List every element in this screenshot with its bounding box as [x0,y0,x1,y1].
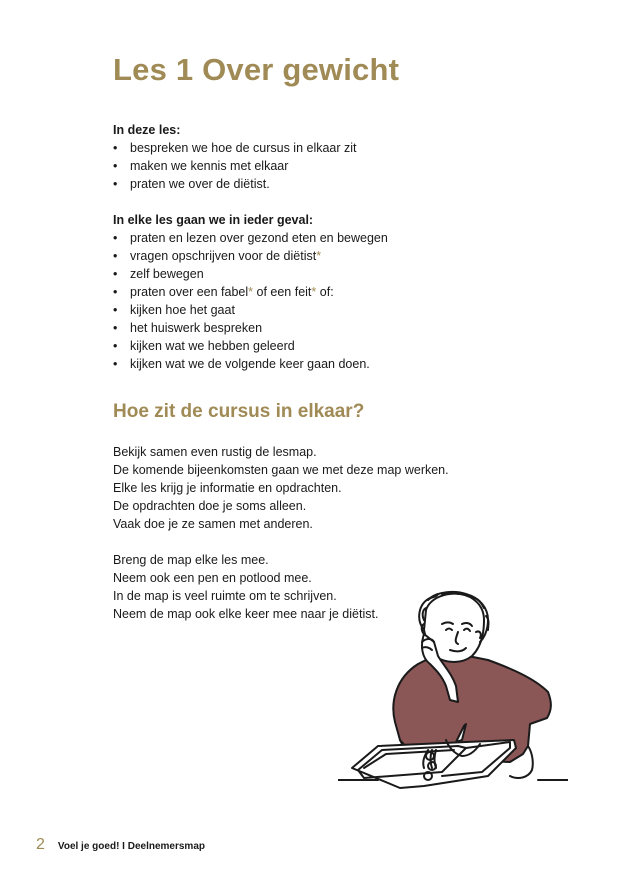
paragraph-line: Bekijk samen even rustig de lesmap. [113,445,317,459]
paragraph-line: Breng de map elke les mee. [113,553,269,567]
paragraph-line: De opdrachten doe je soms alleen. [113,499,307,513]
list-item-text: kijken wat we de volgende keer gaan doen. [130,357,370,371]
list-item [113,355,533,373]
paragraph-line: De komende bijeenkomsten gaan we met deze map werken. [113,463,449,477]
intro-heading: In deze les: [113,123,181,137]
list-item-text: of een feit [256,285,312,299]
paragraph-line: Neem ook een pen en potlood mee. [113,571,312,585]
list-item [113,247,533,265]
paragraph-line: In de map is veel ruimte om te schrijven. [113,589,337,603]
every-lesson-list [113,229,533,373]
section-subheading: Hoe zit de cursus in elkaar? [113,401,365,422]
list-item [113,301,533,319]
footer-text: Voel je goed! I Deelnemersmap [57,841,205,852]
list-item-text: praten over een fabel [130,285,249,299]
paragraph-line: Vaak doe je ze samen met anderen. [113,517,313,531]
paragraph [113,443,533,533]
paragraph-line: Elke les krijg je informatie en opdrachten. [113,481,342,495]
list-item-text: vragen opschrijven voor de diëtist [130,249,317,263]
list-item-text: praten en lezen over gezond eten en bewegen [130,231,388,245]
list-item-text: zelf bewegen [130,267,204,281]
footnote-star: * [316,249,322,263]
list-item: • maken we kennis met elkaar [113,157,533,175]
list-item-text: kijken hoe het gaat [130,303,235,317]
list-item: • bespreken we hoe de cursus in elkaar zit [113,139,533,157]
every-lesson-section [113,211,533,373]
page-footer [36,836,205,854]
page-title: Les 1 Over gewicht [113,52,400,87]
page-number: 2 [36,836,45,853]
man-reading-binder-icon [338,590,568,810]
list-item: • praten we over de diëtist. [113,175,533,193]
list-item [113,229,533,247]
list-item [113,319,533,337]
intro-section [113,121,533,193]
list-item-text: het huiswerk bespreken [130,321,263,335]
paragraph-line: Neem de map ook elke keer mee naar je diëtist. [113,607,379,621]
list-item [113,283,533,301]
every-lesson-heading: In elke les gaan we in ieder geval: [113,213,314,227]
footnote-star: * [311,285,317,299]
list-item-text: kijken wat we hebben geleerd [130,339,295,353]
intro-list [113,139,533,193]
list-item-text: of: [319,285,334,299]
list-item [113,337,533,355]
list-item [113,265,533,283]
footnote-star: * [248,285,254,299]
illustration-svg [338,590,568,810]
